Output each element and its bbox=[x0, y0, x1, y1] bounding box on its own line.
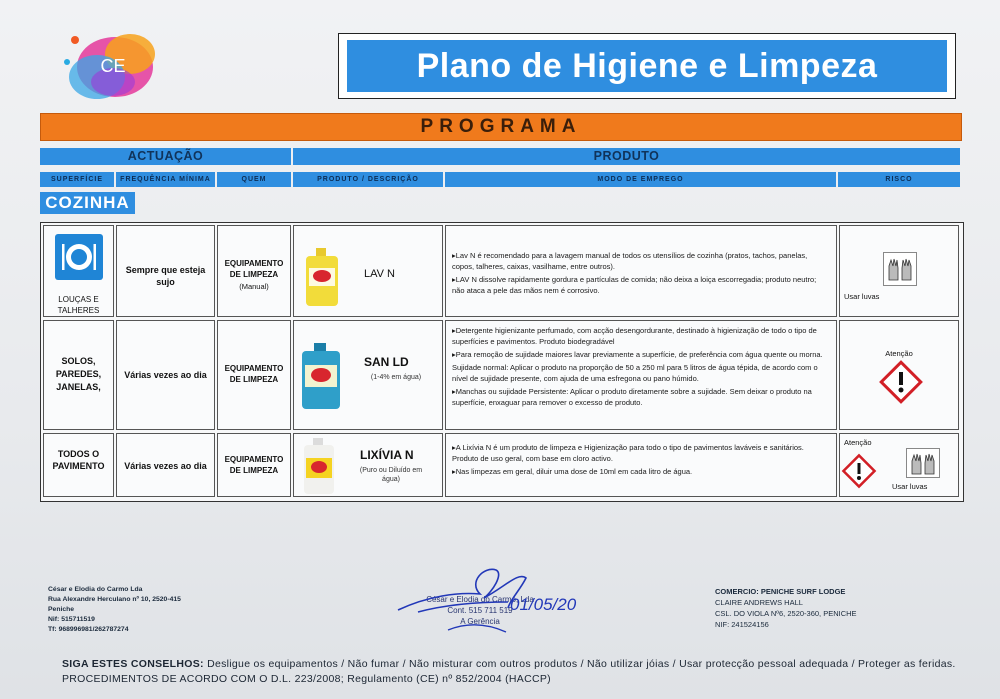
table-row-2-modo bbox=[445, 320, 837, 430]
safety-advice bbox=[62, 657, 962, 687]
bottle-icon bbox=[304, 248, 340, 306]
product-sub: (Puro ou Diluído em água) bbox=[359, 467, 423, 483]
product-name: LAV N bbox=[364, 268, 395, 280]
col-produto: PRODUTO / DESCRIÇÃO bbox=[293, 172, 443, 187]
programa-banner: PROGRAMA bbox=[40, 113, 962, 141]
company-nif: Nif: 515711519 bbox=[48, 616, 95, 623]
col-frequencia: FREQUÊNCIA MÍNIMA bbox=[116, 172, 215, 187]
instruction-text: ▸ LAV N dissolve rapidamente gordura e partículas de comida; não deixa a loiça escorregadia; produto neutro; não ataca a pele das mãos nem é corrosivo. bbox=[452, 274, 830, 296]
table-row-1-frequencia bbox=[116, 225, 215, 317]
area-label: COZINHA bbox=[40, 192, 135, 214]
company-street: Rua Alexandre Herculano nº 10, 2520-415 bbox=[48, 596, 181, 603]
page-title: Plano de Higiene e Limpeza bbox=[347, 40, 947, 92]
safety-advice-label: SIGA ESTES CONSELHOS: bbox=[62, 658, 204, 670]
risk-label: Atenção bbox=[885, 349, 913, 358]
section-produto: PRODUTO bbox=[293, 148, 960, 165]
company-phone: Tf: 968996981/262787274 bbox=[48, 626, 129, 633]
instruction-text: ▸ A Lixívia N é um produto de limpeza e Higienização para todo o tipo de pavimentos laváveis e sanitários. Produto de uso geral, com base em cloro activo. bbox=[452, 442, 830, 464]
usage-instructions bbox=[446, 321, 836, 414]
table-row-3-modo bbox=[445, 433, 837, 497]
table-row-1-quem bbox=[217, 225, 291, 317]
frequencia-label: Várias vezes ao dia bbox=[124, 370, 207, 380]
svg-text:01/05/20: 01/05/20 bbox=[510, 595, 577, 614]
safety-advice-text: Desligue os equipamentos / Não fumar / Não misturar com outros produtos / Não utilizar jóias / Usar protecção pessoal adequada / Proteger as feridas. PROCEDIMENTOS DE ACORDO COM O D.L. 223/2008; Regulamento (CE) nº 852/2004 (HACCP) bbox=[62, 658, 956, 685]
usage-instructions bbox=[446, 226, 836, 302]
product-name: LIXÍVIA N bbox=[360, 448, 414, 462]
superficie-label: SOLOS, PAREDES, JANELAS, bbox=[55, 356, 102, 392]
superficie-label: TODOS O PAVIMENTO bbox=[52, 449, 105, 471]
instruction-text: Sujidade normal: Aplicar o produto na proporção de 50 a 250 ml para 5 litros de água tépida, de acordo com o nível de sujidade presente, com ajuda de uma esfregona ou pano húmido. bbox=[452, 363, 818, 383]
svg-text:CE: CE bbox=[100, 56, 126, 76]
table-row-1-produto bbox=[293, 225, 443, 317]
risk-label: Usar luvas bbox=[844, 292, 880, 301]
company-logo bbox=[55, 22, 160, 107]
table-row-2-produto bbox=[293, 320, 443, 430]
risk-label: Usar luvas bbox=[892, 482, 928, 491]
col-quem: QUEM bbox=[217, 172, 291, 187]
usage-instructions bbox=[446, 434, 836, 483]
company-name: César e Elodia do Carmo Lda bbox=[48, 586, 143, 593]
company-address bbox=[48, 585, 181, 635]
handwritten-signature bbox=[388, 552, 577, 642]
gloves-icon bbox=[883, 252, 917, 286]
instruction-text: ▸ Nas limpezas em geral, diluir uma dose de 10ml em cada litro de água. bbox=[452, 466, 830, 477]
bottle-icon bbox=[302, 438, 336, 494]
stamp-line: Cont. 515 711 519 bbox=[447, 606, 513, 615]
table-row-3-risco bbox=[839, 433, 959, 497]
instruction-text: ▸ Lav N é recomendado para a lavagem manual de todos os utensílios de cozinha (pratos, tachos, panelas, copos, talheres, caixas, vasilhame, entre outros). bbox=[452, 250, 830, 272]
client-name: COMERCIO: PENICHE SURF LODGE bbox=[715, 587, 846, 596]
table-row-3-frequencia bbox=[116, 433, 215, 497]
stamp-line: A Gerência bbox=[460, 617, 500, 626]
risk-label-top: Atenção bbox=[844, 438, 872, 447]
product-sub: (1-4% em água) bbox=[370, 374, 422, 381]
company-city: Peniche bbox=[48, 606, 75, 613]
table-row-3-produto bbox=[293, 433, 443, 497]
table-row-3-quem bbox=[217, 433, 291, 497]
frequencia-label: Sempre que esteja sujo bbox=[125, 265, 206, 287]
quem-label: EQUIPAMENTO DE LIMPEZA bbox=[224, 259, 284, 279]
frequencia-label: Várias vezes ao dia bbox=[124, 461, 207, 471]
title-box bbox=[338, 33, 956, 99]
table-row-2-quem bbox=[217, 320, 291, 430]
gloves-icon bbox=[906, 448, 940, 478]
bottle-icon bbox=[300, 343, 342, 409]
table-row-2-risco bbox=[839, 320, 959, 430]
hazard-exclamation-icon bbox=[880, 361, 922, 403]
client-address bbox=[715, 586, 857, 630]
cleaning-table bbox=[40, 222, 964, 502]
table-row-1-modo bbox=[445, 225, 837, 317]
superficie-label: LOUÇAS E TALHERES bbox=[57, 295, 100, 315]
col-modo-emprego: MODO DE EMPREGO bbox=[445, 172, 836, 187]
client-contact: CLAIRE ANDREWS HALL bbox=[715, 598, 803, 607]
dishes-icon bbox=[55, 234, 103, 280]
instruction-text: ▸ Manchas ou sujidade Persistente: Aplicar o produto diretamente sobre a sujidade. Sem deixar o produto na superfície, enxaguar para remover o excesso de produto. bbox=[452, 386, 830, 408]
product-name: SAN LD bbox=[364, 355, 409, 369]
client-street: CSL. DO VIOLA Nº6, 2520-360, PENICHE bbox=[715, 609, 857, 618]
section-actuacao: ACTUAÇÃO bbox=[40, 148, 291, 165]
quem-sub: (Manual) bbox=[239, 282, 269, 291]
col-superficie: SUPERFÍCIE bbox=[40, 172, 114, 187]
instruction-text: ▸ Para remoção de sujidade maiores lavar previamente a superfície, de preferência com água quente ou morna. bbox=[452, 349, 830, 360]
table-row-2-superficie bbox=[43, 320, 114, 430]
col-risco: RISCO bbox=[838, 172, 960, 187]
quem-label: EQUIPAMENTO DE LIMPEZA bbox=[224, 364, 284, 384]
table-row-1-risco bbox=[839, 225, 959, 317]
table-row-3-superficie bbox=[43, 433, 114, 497]
instruction-text: ▸ Detergente higienizante perfumado, com acção desengordurante, destinado à higienização de todo o tipo de superfícies e pavimentos. Produto biodegradável bbox=[452, 325, 830, 347]
client-nif: NIF: 241524156 bbox=[715, 620, 769, 629]
hazard-exclamation-icon bbox=[842, 454, 876, 488]
quem-label: EQUIPAMENTO DE LIMPEZA bbox=[224, 455, 284, 475]
table-row-2-frequencia bbox=[116, 320, 215, 430]
table-row-1-superficie bbox=[43, 225, 114, 317]
stamp-line: César e Elodia do Carmo, Lda bbox=[426, 595, 534, 604]
